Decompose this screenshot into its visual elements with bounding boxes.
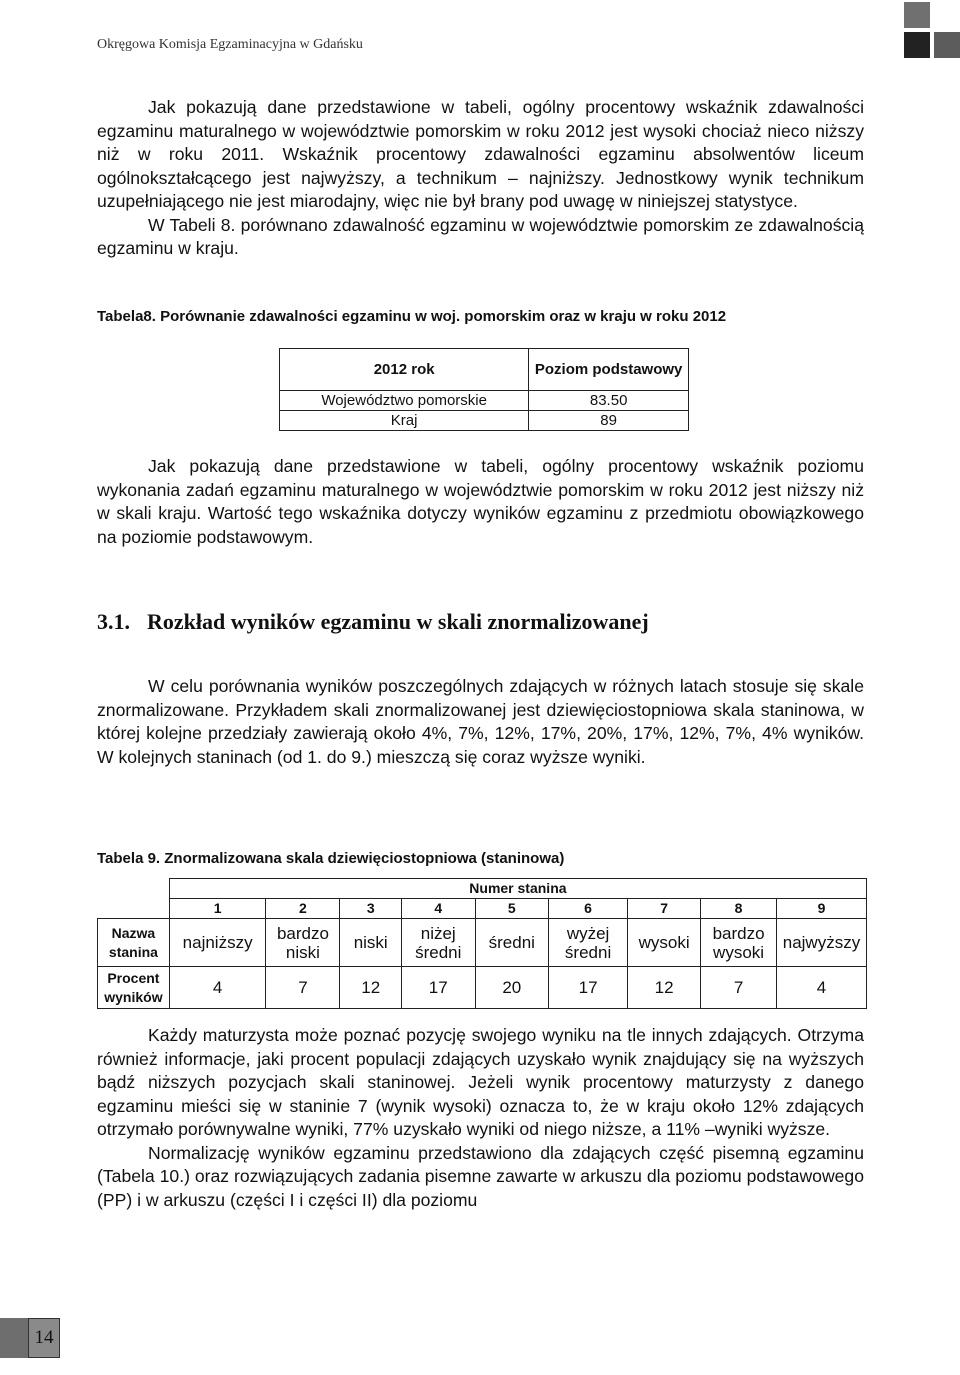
- table-cell: Kraj: [280, 411, 529, 431]
- section-heading: [97, 609, 649, 635]
- table-cell: 2: [266, 899, 340, 919]
- table9-top-header: Numer stanina: [169, 879, 866, 899]
- table-cell: 89: [529, 411, 689, 431]
- table-9: [97, 878, 867, 1009]
- header-institution: Okręgowa Komisja Egzaminacyjna w Gdańsku: [97, 37, 363, 52]
- table-row: [280, 391, 689, 411]
- table8-caption: Tabela8. Porównanie zdawalności egzaminu w woj. pomorskim oraz w kraju w roku 2012: [97, 308, 727, 325]
- table-row: [98, 967, 867, 1009]
- table-cell: 7: [628, 899, 701, 919]
- paragraph-4b-text: Normalizację wyników egzaminu przedstawiono dla zdających część pisemną egzaminu (Tabela 10.) oraz rozwiązujących zadania pisemne zawarte w arkuszu dla poziomu podstawowego (PP) i w arkuszu (części I i części II) dla poziomu: [97, 1142, 864, 1210]
- page-number-box: [0, 1318, 60, 1358]
- table8-header-level: Poziom podstawowy: [529, 349, 689, 391]
- table-row: [98, 879, 867, 899]
- table-cell: 17: [549, 967, 628, 1009]
- table-cell: wyżej średni: [549, 919, 628, 967]
- table-8: [279, 348, 689, 431]
- table9-name-label: Nazwa stanina: [98, 919, 170, 967]
- table-cell: 20: [475, 967, 549, 1009]
- table-cell: 8: [701, 899, 777, 919]
- table-cell: bardzo wysoki: [701, 919, 777, 967]
- table-cell: 4: [776, 967, 866, 1009]
- table-cell: najniższy: [169, 919, 266, 967]
- table-cell: 12: [628, 967, 701, 1009]
- table-cell: 12: [340, 967, 402, 1009]
- table-cell: najwyższy: [776, 919, 866, 967]
- table-cell: 83.50: [529, 391, 689, 411]
- table-cell: niżej średni: [401, 919, 475, 967]
- table-cell: 17: [401, 967, 475, 1009]
- paragraph-2-text: Jak pokazują dane przedstawione w tabeli, ogólny procentowy wskaźnik poziomu wykonania zadań egzaminu maturalnego w województwie pomorskim w roku 2012 jest niższy niż w skali kraju. Wartość tego wskaźnika dotyczy wyników egzaminu z przedmiotu obowiązkowego na poziomie podstawowym.: [97, 456, 864, 547]
- table-cell: 6: [549, 899, 628, 919]
- table-cell: 3: [340, 899, 402, 919]
- section-number: 3.1.: [97, 609, 130, 634]
- table-row: [280, 411, 689, 431]
- paragraph-3-text: W celu porównania wyników poszczególnych zdających w różnych latach stosuje się skale znormalizowane. Przykładem skali znormalizowanej jest dziewięciostopniowa skala staninowa, w której kolejne przedziały zawierają około 4%, 7%, 12%, 17%, 20%, 17%, 12%, 7%, 4% wyników. W kolejnych staninach (od 1. do 9.) mieszczą się coraz wyższe wyniki.: [97, 676, 864, 767]
- table-cell: 7: [701, 967, 777, 1009]
- table-cell: 4: [401, 899, 475, 919]
- table9-percent-label: Procent wyników: [98, 967, 170, 1009]
- table-cell: wysoki: [628, 919, 701, 967]
- table9-caption: Tabela 9. Znormalizowana skala dziewięciostopniowa (staninowa): [97, 850, 565, 867]
- table-cell: 1: [169, 899, 266, 919]
- table-row: [98, 899, 867, 919]
- table-cell: Województwo pomorskie: [280, 391, 529, 411]
- table-cell: 7: [266, 967, 340, 1009]
- table-row: [280, 349, 689, 391]
- logo-icon: [904, 2, 960, 58]
- paragraph-4-text: Każdy maturzysta może poznać pozycję swojego wyniku na tle innych zdających. Otrzyma również informacje, jaki procent populacji zdających uzyskało wynik znajdujący się na wyższych bądź niższych pozycjach skali staninowej. Jeżeli wynik procentowy maturzysty z danego egzaminu mieści się w staninie 7 (wynik wysoki) oznacza to, że w kraju około 12% zdających otrzymało porównywalne wyniki, 77% uzyskało wyniki od niego niższe, a 11% –wyniki wyższe.: [97, 1025, 864, 1139]
- paragraph-4: [97, 1024, 864, 1212]
- table-cell: średni: [475, 919, 549, 967]
- table-cell: 4: [169, 967, 266, 1009]
- page-number: 14: [28, 1318, 60, 1358]
- section-title: Rozkład wyników egzaminu w skali znormalizowanej: [147, 609, 649, 634]
- table-cell: niski: [340, 919, 402, 967]
- paragraph-1: [97, 96, 864, 261]
- paragraph-3: [97, 675, 864, 769]
- table-row: [98, 919, 867, 967]
- paragraph-2: [97, 455, 864, 549]
- table-cell: 5: [475, 899, 549, 919]
- paragraph-1-text: Jak pokazują dane przedstawione w tabeli, ogólny procentowy wskaźnik zdawalności egzaminu maturalnego w województwie pomorskim w roku 2012 jest wysoki chociaż nieco niższy niż w roku 2011. Wskaźnik procentowy zdawalności egzaminu absolwentów liceum ogólnokształcącego jest najwyższy, a technikum – najniższy. Jednostkowy wynik technikum uzupełniającego nie jest miarodajny, więc nie był brany pod uwagę w niniejszej statystyce.: [97, 97, 864, 211]
- table-cell: bardzo niski: [266, 919, 340, 967]
- table8-header-year: 2012 rok: [280, 349, 529, 391]
- table-cell: 9: [776, 899, 866, 919]
- paragraph-1b-text: W Tabeli 8. porównano zdawalność egzaminu w województwie pomorskim ze zdawalnością egzaminu w kraju.: [97, 214, 864, 258]
